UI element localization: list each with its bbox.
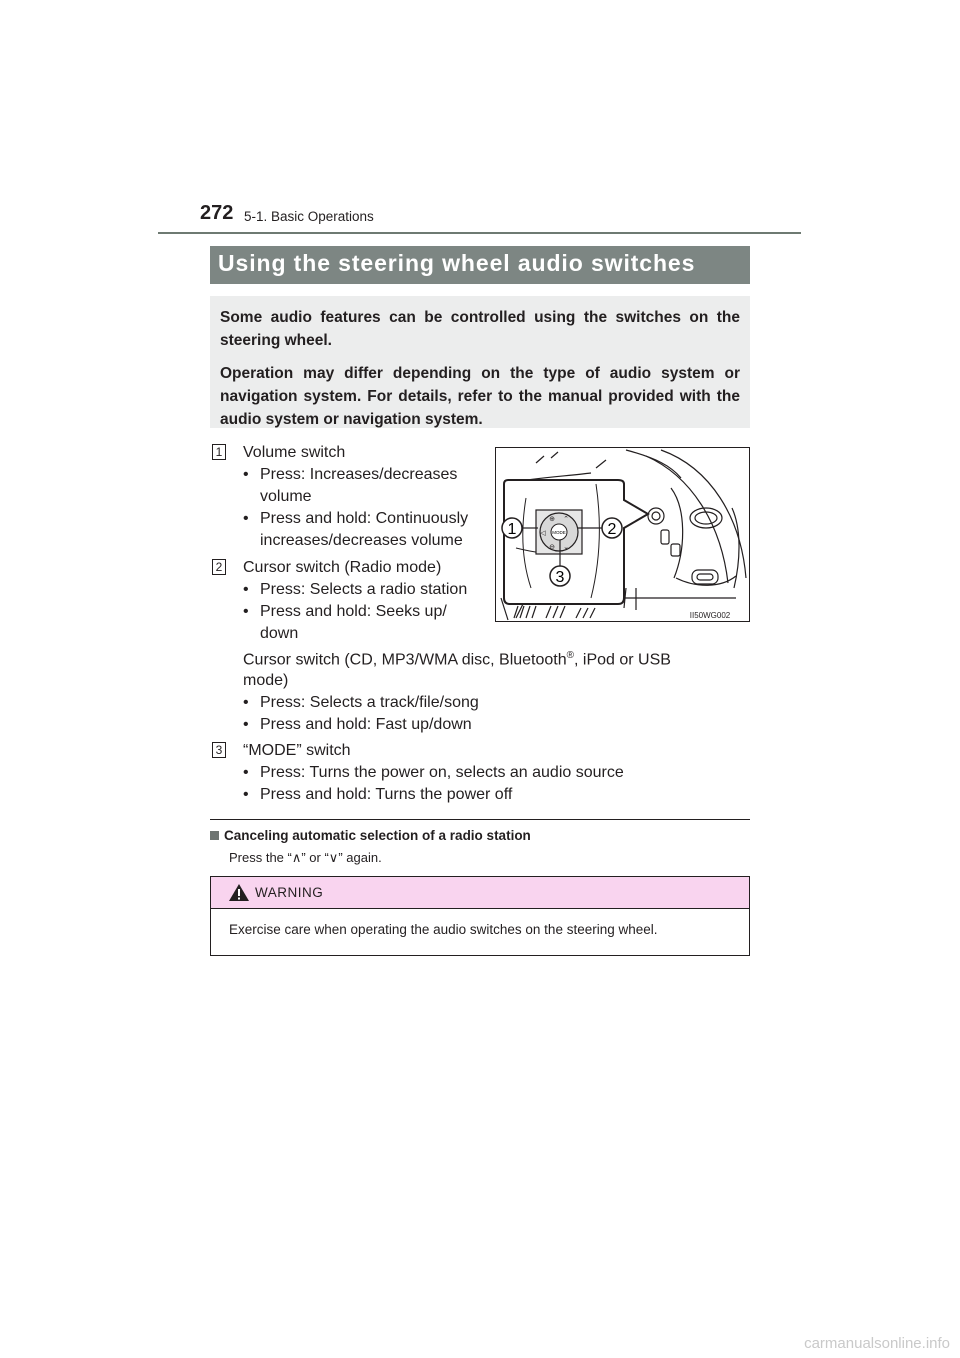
section-title: 5-1. Basic Operations [244,209,374,224]
warning-triangle-icon [228,883,250,902]
list-item: • Press: Selects a radio station [243,581,468,598]
steering-wheel-figure [495,447,750,622]
list-item-continuation: down [260,625,299,642]
item-alt-label: Cursor switch (CD, MP3/WMA disc, Bluetooth®, iPod or USB [243,650,671,669]
intro-paragraph: Some audio features can be controlled using the switches on the steering wheel. [220,309,740,349]
warning-header [211,877,749,909]
item-number-badge: 2 [212,559,226,575]
item-number-badge: 1 [212,444,226,460]
item-alt-label-continuation: mode) [243,672,289,689]
header-rule [158,232,801,234]
section-separator [210,819,750,820]
svg-text:⊕: ⊕ [549,516,555,523]
list-item: • Press: Selects a track/file/song [243,694,479,711]
callout-2: 2 [607,521,617,538]
note-heading: Canceling automatic selection of a radio station [210,828,531,843]
warning-box [210,876,750,956]
warning-body: Exercise care when operating the audio switches on the steering wheel. [229,922,658,937]
list-item: • Press and hold: Turns the power off [243,786,513,803]
steering-wheel-illustration [496,448,749,621]
list-item-continuation: increases/decreases volume [260,532,463,549]
page-title: Using the steering wheel audio switches [218,250,696,276]
svg-text:⊖: ⊖ [549,544,555,551]
watermark: carmanualsonline.info [804,1335,950,1352]
square-bullet-icon [210,831,219,840]
list-item: • Press and hold: Seeks up/ [243,603,447,620]
list-item: • Press: Increases/decreases [243,466,458,483]
item-label: Volume switch [243,444,346,461]
item-label: Cursor switch (Radio mode) [243,559,442,576]
callout-3: 3 [555,569,565,586]
item-number-badge: 3 [212,742,226,758]
list-item-continuation: volume [260,488,312,505]
svg-text:◁: ◁ [540,530,546,537]
list-item: • Press and hold: Continuously [243,510,469,527]
page-number: 272 [200,202,234,224]
svg-text:⌃: ⌃ [563,516,569,523]
intro-paragraph: Operation may differ depending on the type of audio system or navigation system. For details, refer to the manual provided with the audio system or navigation system. [220,365,740,428]
list-item: • Press: Turns the power on, selects an audio source [243,764,624,781]
title-bar [210,246,750,284]
note-body: Press the “∧” or “∨” again. [229,850,382,865]
mode-label: MODE [552,530,566,535]
figure-code: II50WG002 [689,611,731,620]
intro-box [210,296,750,428]
list-item: • Press and hold: Fast up/down [243,716,472,733]
item-label: “MODE” switch [243,742,351,759]
svg-text:⌄: ⌄ [563,544,569,551]
callout-1: 1 [507,521,517,538]
warning-title: WARNING [255,885,324,900]
